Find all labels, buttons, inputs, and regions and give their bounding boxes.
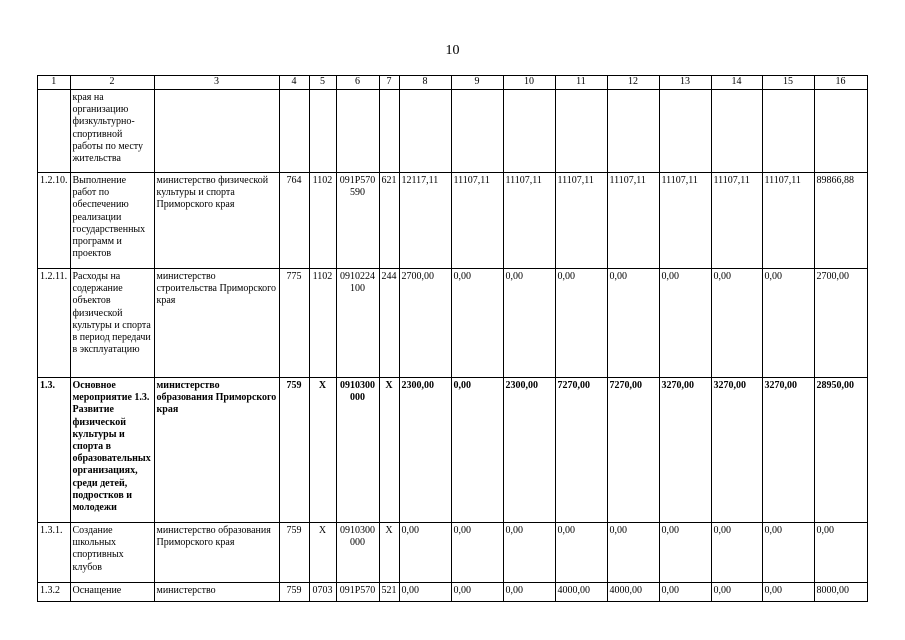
table-cell: 091P570590 [336,173,379,269]
table-cell: Создание школьных спортивных клубов [70,523,154,583]
table-cell: 0,00 [503,269,555,378]
table-cell: X [379,523,399,583]
table-cell [279,90,309,173]
table-cell: 11107,11 [555,173,607,269]
table-cell: 0,00 [399,523,451,583]
table-cell [659,90,711,173]
table-cell: 621 [379,173,399,269]
table-cell: 2300,00 [399,378,451,523]
header-cell: 14 [711,76,762,90]
table-cell: 0,00 [711,583,762,602]
table-cell: 0,00 [762,523,814,583]
table-cell: 2300,00 [503,378,555,523]
header-cell: 2 [70,76,154,90]
table-cell [379,90,399,173]
table-row [38,378,868,523]
table-cell: 4000,00 [607,583,659,602]
table-cell: 759 [279,378,309,523]
table-cell: 0,00 [607,269,659,378]
table-cell: 1102 [309,173,336,269]
table-cell: Оснащение [70,583,154,602]
table-cell: 12117,11 [399,173,451,269]
table-cell: 0910300000 [336,378,379,523]
table-cell: Выполнение работ по обеспечению реализации государственных программ и проектов [70,173,154,269]
header-cell: 6 [336,76,379,90]
table-cell: 3270,00 [711,378,762,523]
table-cell: 7270,00 [607,378,659,523]
table-cell: 1.3. [38,378,71,523]
table-cell: 11107,11 [659,173,711,269]
table-row [38,269,868,378]
header-cell: 15 [762,76,814,90]
header-cell: 3 [154,76,279,90]
header-cell: 16 [814,76,867,90]
table-cell: 244 [379,269,399,378]
table-cell: 759 [279,583,309,602]
table-cell: Основное мероприятие 1.3. Развитие физической культуры и спорта в образовательных организациях, среди детей, подростков и молодежи [70,378,154,523]
header-cell: 7 [379,76,399,90]
table-cell: 4000,00 [555,583,607,602]
table-cell [607,90,659,173]
table-cell: 3270,00 [659,378,711,523]
table-cell: 11107,11 [607,173,659,269]
table-cell: 1.3.1. [38,523,71,583]
table-cell: 0,00 [451,583,503,602]
table-cell: 764 [279,173,309,269]
table-cell: 1.2.11. [38,269,71,378]
table-cell: 0,00 [711,523,762,583]
table-row [38,583,868,602]
budget-table [37,75,868,602]
table-cell: 11107,11 [762,173,814,269]
table-cell: 0,00 [762,583,814,602]
table-header-row [38,76,868,90]
table-row [38,523,868,583]
table-cell: X [309,523,336,583]
table-cell: Расходы на содержание объектов физической культуры и спорта в период передачи в эксплуатацию [70,269,154,378]
table-cell: министерство [154,583,279,602]
header-cell: 13 [659,76,711,90]
header-cell: 11 [555,76,607,90]
table-cell: 28950,00 [814,378,867,523]
table-cell: 0,00 [451,378,503,523]
table-cell: 775 [279,269,309,378]
table-cell: 11107,11 [451,173,503,269]
table-row [38,173,868,269]
table-cell: 0,00 [555,269,607,378]
table-cell: 0,00 [659,269,711,378]
table-cell: министерство образования Приморского края [154,523,279,583]
header-cell: 10 [503,76,555,90]
table-cell: 0910300000 [336,523,379,583]
table-cell: 1.3.2 [38,583,71,602]
table-cell: 8000,00 [814,583,867,602]
table-cell: 11107,11 [711,173,762,269]
table-cell: 0,00 [399,583,451,602]
table-cell [309,90,336,173]
table-cell: 0,00 [762,269,814,378]
table-cell: 0703 [309,583,336,602]
table-cell [762,90,814,173]
table-cell: 0,00 [659,523,711,583]
table-cell: 759 [279,523,309,583]
table-cell: министерство образования Приморского края [154,378,279,523]
table-cell: 0,00 [503,583,555,602]
table-cell [336,90,379,173]
header-cell: 4 [279,76,309,90]
table-cell: 2700,00 [814,269,867,378]
table-row [38,90,868,173]
table-cell: 0910224100 [336,269,379,378]
table-cell [814,90,867,173]
table-cell: X [309,378,336,523]
table-cell: министерство строительства Приморского края [154,269,279,378]
table-cell: 3270,00 [762,378,814,523]
table-cell [451,90,503,173]
table-cell: 0,00 [451,523,503,583]
header-cell: 1 [38,76,71,90]
table-cell: 0,00 [503,523,555,583]
table-cell: 1102 [309,269,336,378]
table-cell: 091P570 [336,583,379,602]
table-cell: 0,00 [607,523,659,583]
table-cell: 521 [379,583,399,602]
table-cell: 11107,11 [503,173,555,269]
table-cell: 7270,00 [555,378,607,523]
table-cell [399,90,451,173]
table-cell [154,90,279,173]
table-cell: 1.2.10. [38,173,71,269]
table-cell: 0,00 [814,523,867,583]
table-cell [38,90,71,173]
table-cell: министерство физической культуры и спорта Приморского края [154,173,279,269]
table-cell: X [379,378,399,523]
header-cell: 9 [451,76,503,90]
header-cell: 5 [309,76,336,90]
table-cell: 0,00 [451,269,503,378]
table-cell: 0,00 [555,523,607,583]
table-cell: края на организацию физкультурно-спортивной работы по месту жительства [70,90,154,173]
header-cell: 8 [399,76,451,90]
page-number: 10 [445,43,460,58]
table-cell: 0,00 [659,583,711,602]
table-cell: 2700,00 [399,269,451,378]
table-cell: 0,00 [711,269,762,378]
table-cell: 89866,88 [814,173,867,269]
table-cell [503,90,555,173]
header-cell: 12 [607,76,659,90]
table-cell [711,90,762,173]
table-cell [555,90,607,173]
